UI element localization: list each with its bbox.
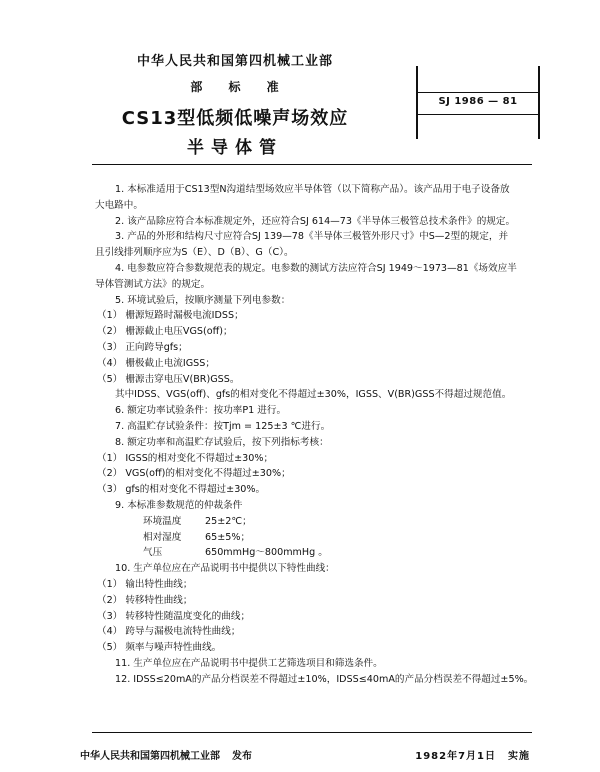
clause-5-item-3: （3） 正向跨导gfs； (97, 341, 188, 353)
header-divider (92, 164, 532, 165)
condition-row (95, 545, 540, 561)
clause-10-item-4: （4） 跨导与漏极电流特性曲线； (97, 626, 241, 638)
condition-value: 650mmHg～800mmHg 。 (205, 547, 328, 559)
footer-issuer: 中华人民共和国第四机械工业部 (80, 751, 220, 762)
clause-10-item-1: （1） 输出特性曲线； (97, 578, 193, 590)
clause-7: 7. 高温贮存试验条件：按Tjm = 125±3 ℃进行。 (115, 420, 331, 432)
clause-5: 5. 环境试验后，按顺序测量下列电参数： (115, 294, 291, 306)
clause-8-item-2: （2） VGS(off)的相对变化不得超过±30%； (97, 468, 291, 480)
clause-2: 2. 该产品除应符合本标准规定外，还应符合SJ 614—73《半导体三极管总技术条件》的规定。 (115, 215, 516, 227)
footer-date-block (415, 747, 530, 762)
clause-12: 12. IDSS≤20mA的产品分档误差不得超过±10%，IDSS≤40mA的产品分档误差不得超过±5%。 (115, 673, 534, 685)
condition-row (95, 530, 540, 546)
code-box-rule-bottom (418, 114, 538, 115)
footer-effective: 实施 (508, 751, 530, 762)
clause-5-item-1: （1） 栅源短路时漏极电流IDSS； (97, 310, 244, 322)
standard-type: 部 标 准 (190, 80, 280, 94)
clause-5-note: 其中IDSS、VGS(off)、gfs的相对变化不得超过±30%，IGSS、V(BR)GSS不得超过规范值。 (115, 389, 512, 401)
clause-8-item-1: （1） IGSS的相对变化不得超过±30%； (97, 452, 274, 464)
footer-issued: 发布 (232, 751, 252, 762)
clause-10-item-5: （5） 频率与噪声特性曲线。 (97, 642, 222, 654)
condition-row (95, 514, 540, 530)
clause-3-cont: 且引线排列顺序应为S（E）、D（B）、G（C）。 (95, 247, 294, 259)
clause-4: 4. 电参数应符合参数规范表的规定。电参数的测试方法应符合SJ 1949～1973—81《场效应半 (115, 262, 517, 274)
clause-5-item-5: （5） 栅源击穿电压V(BR)GSS。 (97, 373, 240, 385)
standard-code-box (416, 66, 540, 139)
footer-date: 1982年7月1日 (415, 751, 496, 762)
condition-value: 25±2℃； (205, 515, 252, 527)
standard-body (95, 182, 540, 688)
condition-value: 65±5%； (205, 531, 251, 543)
code-box-rule-top (418, 92, 538, 93)
condition-label: 相对湿度 (143, 531, 182, 543)
clause-3: 3. 产品的外形和结构尺寸应符合SJ 139—78《半导体三极管外形尺寸》中S—2型的规定，并 (115, 231, 509, 243)
condition-label: 环境温度 (143, 515, 182, 527)
clause-10-item-2: （2） 转移特性曲线； (97, 594, 193, 606)
clause-9: 9. 本标准参数规范的仲裁条件 (115, 499, 243, 511)
footer-issuer-block (80, 747, 252, 762)
footer-divider (92, 732, 532, 733)
clause-5-item-2: （2） 栅源截止电压VGS(off)； (97, 326, 233, 338)
clause-5-item-4: （4） 栅极截止电流IGSS； (97, 357, 215, 369)
condition-label: 气压 (143, 547, 163, 559)
clause-1-cont: 大电路中。 (95, 199, 143, 211)
standard-code: SJ 1986 — 81 (438, 96, 518, 107)
document-title-line2: 半导体管 (187, 138, 283, 158)
clause-10-item-3: （3） 转移特性随温度变化的曲线； (97, 610, 251, 622)
clause-10: 10. 生产单位应在产品说明书中提供以下特性曲线： (115, 563, 335, 575)
clause-8: 8. 额定功率和高温贮存试验后，按下列指标考核： (115, 436, 329, 448)
clause-11: 11. 生产单位应在产品说明书中提供工艺筛选项目和筛选条件。 (115, 657, 383, 669)
issuing-ministry: 中华人民共和国第四机械工业部 (136, 54, 333, 69)
clause-8-item-3: （3） gfs的相对变化不得超过±30%。 (97, 484, 266, 496)
clause-4-cont: 导体管测试方法》的规定。 (95, 278, 211, 290)
document-title-line1: CS13型低频低噪声场效应 (121, 108, 349, 129)
clause-6: 6. 额定功率试验条件：按功率P1 进行。 (115, 405, 287, 417)
clause-1: 1. 本标准适用于CS13型N沟道结型场效应半导体管（以下简称产品）。该产品用于电子设备放 (115, 184, 510, 195)
